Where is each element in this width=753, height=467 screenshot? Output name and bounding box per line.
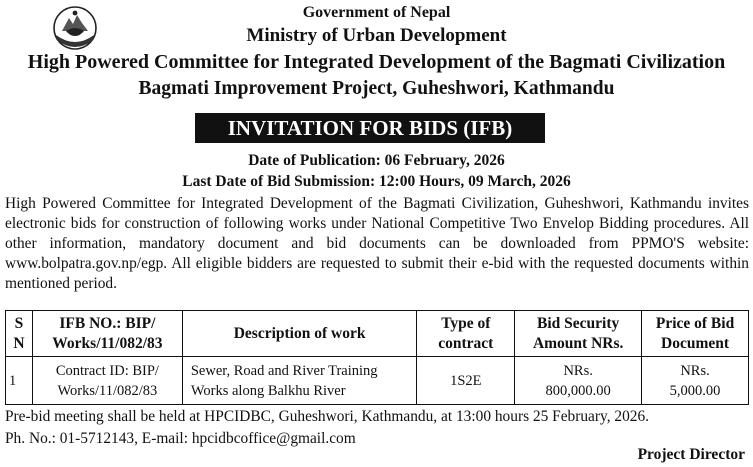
government-title: Government of Nepal bbox=[302, 4, 451, 21]
prebid-meeting-note: Pre-bid meeting shall be held at HPCIDBC, Guheshwori, Kathmandu, at 13:00 hours 25 February, 2026. bbox=[5, 408, 650, 425]
security-header: Bid Security Amount NRs. bbox=[515, 311, 642, 357]
contract-id-cell: Contract ID: BIP/ Works/11/082/83 bbox=[32, 357, 182, 405]
description-cell: Sewer, Road and River Training Works along Balkhu River bbox=[182, 357, 417, 405]
table-row bbox=[6, 357, 749, 405]
bid-security-cell: NRs. 800,000.00 bbox=[515, 357, 642, 405]
description-header: Description of work bbox=[182, 311, 417, 357]
bid-table bbox=[5, 310, 749, 405]
contract-type-cell: 1S2E bbox=[417, 357, 515, 405]
committee-title: High Powered Committee for Integrated Development of the Bagmati Civilization bbox=[27, 51, 726, 73]
publication-date: Date of Publication: 06 February, 2026 bbox=[248, 152, 505, 169]
ifb-banner: INVITATION FOR BIDS (IFB) bbox=[195, 113, 545, 143]
invitation-paragraph: High Powered Committee for Integrated Development of the Bagmati Civilization, Guheshwori, Kathmandu invites electronic bids for construction of following works under National Competitive Two Envelop Bidding procedures. All other information, mandatory document and bid documents can be downloaded from PPMO'S website: www.bolpatra.gov.np/egp. All eligible bidders are requested to submit their e-bid with the requested documents within mentioned period. bbox=[5, 195, 749, 292]
project-title: Bagmati Improvement Project, Guheshwori, Kathmandu bbox=[138, 78, 615, 99]
signatory: Project Director bbox=[637, 446, 745, 463]
table-header-row bbox=[6, 311, 749, 357]
document-price-cell: NRs. 5,000.00 bbox=[642, 357, 749, 405]
ministry-title: Ministry of Urban Development bbox=[246, 25, 507, 46]
sn-header: S N bbox=[6, 311, 33, 357]
type-header: Type of contract bbox=[417, 311, 515, 357]
contact-info: Ph. No.: 01-5712143, E-mail: hpcidbcoffice@gmail.com bbox=[5, 430, 356, 447]
sn-cell: 1 bbox=[6, 357, 33, 405]
submission-deadline: Last Date of Bid Submission: 12:00 Hours, 09 March, 2026 bbox=[182, 173, 571, 190]
price-header: Price of Bid Document bbox=[642, 311, 749, 357]
ifb-header: IFB NO.: BIP/ Works/11/082/83 bbox=[32, 311, 182, 357]
